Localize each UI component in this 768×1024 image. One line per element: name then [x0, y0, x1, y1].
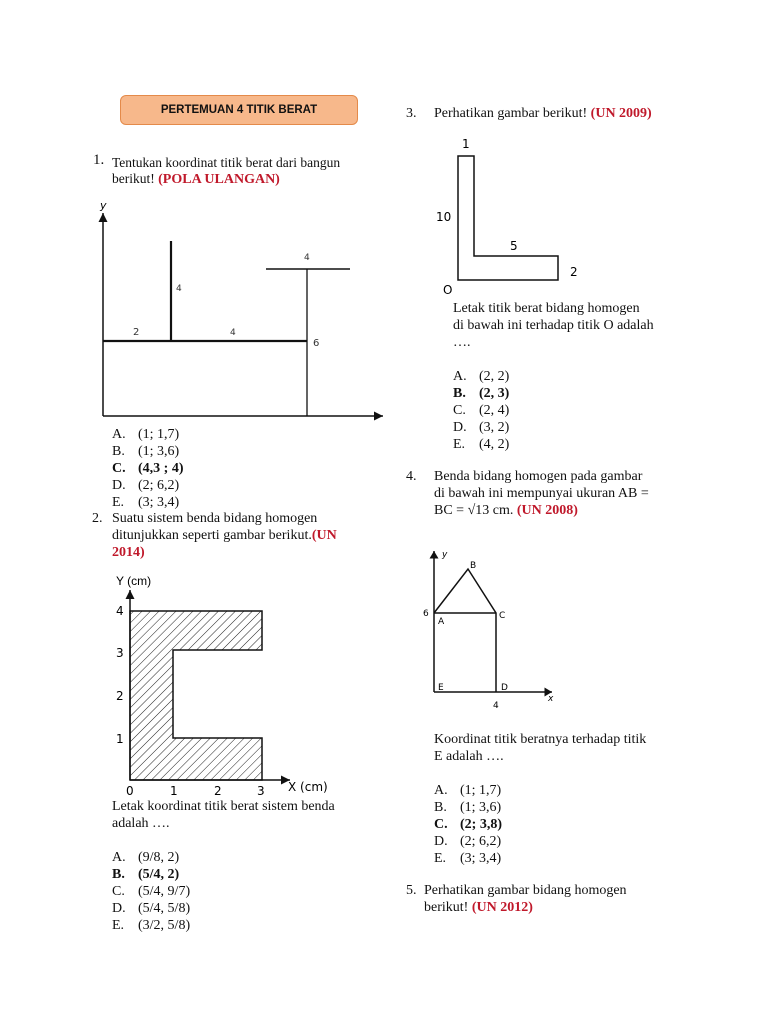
q1-text-line1: Tentukan koordinat titik berat dari bangun: [112, 155, 341, 170]
q1-option-e[interactable]: E. (3; 3,4): [112, 495, 180, 510]
svg-text:1: 1: [116, 732, 124, 746]
q2-option-d[interactable]: D. (5/4, 5/8): [112, 901, 191, 916]
q2-option-e[interactable]: E. (3/2, 5/8): [112, 918, 191, 933]
svg-text:E: E: [438, 683, 444, 693]
q5-text-line2: berikut! (UN 2012): [424, 900, 533, 915]
q3-option-a[interactable]: A. (2, 2): [453, 369, 510, 384]
q2-x-axis-label: X (cm): [288, 780, 328, 794]
svg-text:4: 4: [116, 604, 124, 618]
q2-option-c[interactable]: C. (5/4, 9/7): [112, 884, 191, 899]
q2-prompt-line2: adalah ….: [112, 816, 170, 831]
q3-options: [453, 368, 509, 453]
svg-text:B: B: [470, 561, 477, 571]
q4-text-line1: Benda bidang homogen pada gambar: [434, 469, 643, 484]
q2-source-year: 2014): [112, 545, 145, 560]
svg-text:4: 4: [230, 328, 236, 338]
svg-text:1: 1: [170, 784, 178, 798]
q2-text-line1: Suatu sistem benda bidang homogen: [112, 511, 318, 526]
q3-figure: [430, 132, 600, 302]
svg-text:6: 6: [423, 609, 429, 619]
q1-option-a[interactable]: A. (1; 1,7): [112, 427, 180, 442]
q1-source-tag: (POLA ULANGAN): [158, 172, 280, 187]
q1-y-label: y: [100, 199, 107, 212]
q3-source-tag: (UN 2009): [590, 106, 652, 121]
svg-text:3: 3: [257, 784, 265, 798]
q3-text: Perhatikan gambar berikut! (UN 2009): [434, 106, 652, 121]
q5-text-line1: Perhatikan gambar bidang homogen: [424, 883, 627, 898]
q1-number: 1.: [93, 152, 105, 168]
q1-option-c[interactable]: C. (4,3 ; 4): [112, 461, 184, 476]
q2-option-a[interactable]: A. (9/8, 2): [112, 850, 180, 865]
svg-text:2: 2: [116, 689, 124, 703]
svg-text:0: 0: [126, 784, 134, 798]
svg-text:x: x: [548, 694, 554, 704]
svg-text:C: C: [499, 611, 506, 621]
q4-text-line3: BC = √13 cm. (UN 2008): [434, 503, 578, 518]
q3-prompt-line1: Letak titik berat bidang homogen: [453, 301, 640, 316]
q4-prompt-line2: E adalah ….: [434, 749, 504, 764]
q4-option-b[interactable]: B. (1; 3,6): [434, 800, 502, 815]
q3-option-c[interactable]: C. (2, 4): [453, 403, 510, 418]
q3-prompt-line3: ….: [453, 335, 471, 350]
q1-option-b[interactable]: B. (1; 3,6): [112, 444, 180, 459]
q4-figure: [418, 545, 568, 715]
svg-text:2: 2: [214, 784, 222, 798]
q4-prompt-line1: Koordinat titik beratnya terhadap titik: [434, 732, 647, 747]
svg-text:6: 6: [313, 338, 320, 349]
q2-number: 2.: [92, 511, 103, 526]
svg-text:4: 4: [304, 253, 310, 263]
q4-source-tag: (UN 2008): [516, 503, 578, 518]
q1-text-line2: [112, 170, 280, 188]
q4-text-line2: di bawah ini mempunyai ukuran AB =: [434, 486, 649, 501]
q4-option-a[interactable]: A. (1; 1,7): [434, 783, 502, 798]
svg-text:3: 3: [116, 646, 124, 660]
q5-source-tag: (UN 2012): [471, 900, 533, 915]
svg-text:4: 4: [176, 284, 182, 294]
svg-text:2: 2: [133, 327, 140, 338]
q4-option-e[interactable]: E. (3; 3,4): [434, 851, 502, 866]
q3-number: 3.: [406, 106, 417, 121]
svg-text:D: D: [501, 683, 508, 693]
svg-text:10: 10: [436, 210, 452, 224]
page-title: PERTEMUAN 4 TITIK BERAT: [120, 95, 358, 125]
svg-text:5: 5: [510, 239, 518, 253]
q3-option-d[interactable]: D. (3, 2): [453, 420, 510, 435]
q3-prompt-line2: di bawah ini terhadap titik O adalah: [453, 318, 654, 333]
svg-text:1: 1: [462, 137, 470, 151]
q4-option-c[interactable]: C. (2; 3,8): [434, 817, 502, 832]
q2-options: [112, 849, 190, 934]
q2-source-tag: (UN: [311, 528, 337, 543]
q1-options: [112, 426, 184, 511]
svg-text:4: 4: [493, 701, 499, 711]
q4-option-d[interactable]: D. (2; 6,2): [434, 834, 502, 849]
q2-prompt-line1: Letak koordinat titik berat sistem benda: [112, 799, 335, 814]
svg-text:O: O: [443, 283, 453, 297]
q2-figure: [100, 568, 340, 800]
q4-number: 4.: [406, 469, 417, 484]
q3-option-b[interactable]: B. (2, 3): [453, 386, 510, 401]
q1-text-prefix: berikut!: [112, 171, 155, 186]
q2-text-line2: ditunjukkan seperti gambar berikut.(UN: [112, 528, 337, 543]
q4-options: [434, 782, 502, 867]
q1-option-d[interactable]: D. (2; 6,2): [112, 478, 180, 493]
q3-option-e[interactable]: E. (4, 2): [453, 437, 510, 452]
svg-text:2: 2: [570, 265, 578, 279]
q2-option-b[interactable]: B. (5/4, 2): [112, 867, 180, 882]
svg-text:A: A: [438, 617, 445, 627]
q5-number: 5.: [406, 883, 417, 898]
svg-text:y: y: [442, 550, 448, 560]
q1-figure: [90, 198, 390, 428]
q2-y-axis-label: Y (cm): [116, 574, 152, 588]
